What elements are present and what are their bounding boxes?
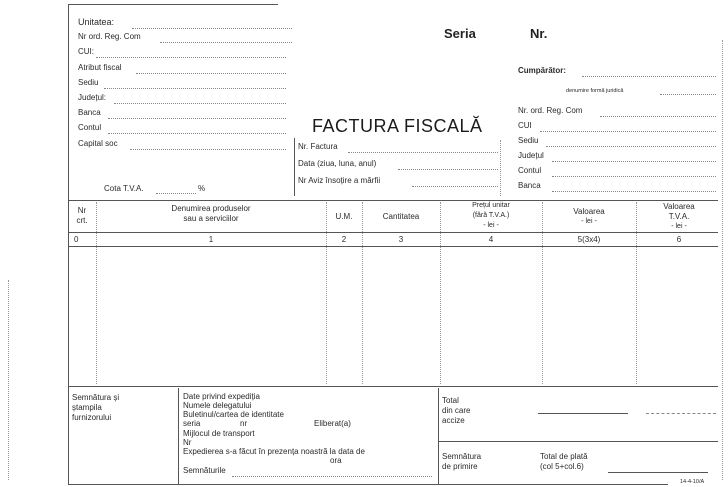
left-border-line	[68, 4, 69, 484]
idx-1: 1	[208, 235, 214, 244]
buyer-cumparator-label: Cumpărător:	[518, 66, 567, 75]
supplier-contul-label: Contul	[78, 123, 102, 132]
nr-aviz-dots	[412, 186, 498, 187]
supplier-banca-label: Banca	[78, 108, 101, 117]
supplier-atribut-label: Atribut fiscal	[78, 63, 122, 72]
idx-2: 2	[341, 235, 347, 244]
col-sep-4	[440, 202, 441, 384]
supplier-banca-dots	[108, 118, 286, 119]
nr-factura-dots	[348, 152, 498, 153]
supplier-cui-label: CUI:	[78, 47, 94, 56]
semn-furnizor-3: furnizorului	[72, 413, 112, 422]
din-care-label: din care	[442, 406, 471, 415]
buyer-judetul-dots	[552, 161, 716, 162]
table-bottom-line	[68, 386, 718, 387]
total-plata-line	[608, 472, 708, 473]
idx-4: 4	[488, 235, 494, 244]
idx-5: 5(3x4)	[577, 235, 601, 244]
supplier-judetul-label: Județul:	[78, 93, 107, 102]
accize-label: accize	[442, 416, 465, 425]
outer-left-dotted	[8, 280, 9, 480]
footer-mid-line	[438, 441, 718, 442]
nr-factura-label: Nr. Factura	[298, 142, 338, 151]
col-nr-1: Nr	[77, 206, 87, 215]
exp-buletin: Buletinul/cartea de identitate	[183, 410, 284, 419]
exp-semnaturile-dots	[232, 476, 432, 477]
supplier-atribut-dots	[136, 73, 286, 74]
col-sep-3	[362, 202, 363, 384]
col-pret-3: - lei -	[483, 222, 499, 229]
idx-6: 6	[676, 235, 682, 244]
table-index-bottom-line	[68, 246, 718, 247]
col-sep-1	[96, 202, 97, 384]
supplier-sediu-label: Sediu	[78, 78, 99, 87]
col-tva-2: T.V.A.	[668, 212, 690, 221]
buyer-sediu-dots	[546, 146, 716, 147]
total-label: Total	[442, 396, 459, 405]
invoice-details-right-dotted	[500, 140, 501, 196]
buyer-contul-dots	[552, 176, 716, 177]
data-dots	[398, 169, 498, 170]
exp-nr-transport: Nr	[183, 438, 192, 447]
exp-date: Date privind expediția	[183, 392, 260, 401]
col-valoarea-2: - lei -	[581, 218, 597, 225]
total-value-line	[538, 413, 628, 414]
exp-mijloc: Mijlocul de transport	[183, 429, 255, 438]
buyer-cui-dots	[540, 131, 716, 132]
buyer-contul-label: Contul	[518, 166, 542, 175]
buyer-banca-dots	[552, 191, 716, 192]
total-plata-1: Total de plată	[540, 452, 588, 461]
supplier-capital-label: Capital soc	[78, 139, 118, 148]
supplier-nrord-label: Nr ord. Reg. Com	[78, 32, 141, 41]
seria-label: Seria	[444, 26, 476, 41]
col-tva-1: Valoarea	[663, 202, 695, 211]
col-den-2: sau a serviciilor	[183, 214, 239, 223]
supplier-cota-label: Cota T.V.A.	[104, 184, 144, 193]
exp-eliberat: Eliberat(a)	[314, 419, 351, 428]
exp-seria: seria	[183, 419, 201, 428]
total-tva-dashed	[646, 413, 716, 414]
top-border-line	[68, 4, 278, 5]
footer-sep-2	[438, 388, 439, 484]
supplier-nrord-dots	[160, 42, 292, 43]
col-sep-2	[326, 202, 327, 384]
supplier-unitatea-label: Unitatea:	[78, 17, 115, 27]
supplier-unitatea-dots	[132, 28, 292, 29]
idx-3: 3	[398, 235, 404, 244]
footer-sep-1	[178, 388, 179, 484]
table-header-bottom-line	[68, 232, 718, 233]
data-label: Data (ziua, luna, anul)	[298, 159, 377, 168]
buyer-forma-dots	[660, 94, 716, 95]
invoice-title: FACTURA FISCALĂ	[312, 116, 483, 136]
form-code: 14-4-10/A	[680, 479, 705, 485]
col-um: U.M.	[335, 212, 353, 221]
col-sep-5	[542, 202, 543, 384]
semn-furnizor-1: Semnătura și	[72, 393, 120, 402]
col-den-1: Denumirea produselor	[171, 204, 251, 213]
semnatura-primire-1: Semnătura	[442, 452, 482, 461]
buyer-nrord-label: Nr. ord. Reg. Com	[518, 106, 583, 115]
exp-delegat: Numele delegatului	[183, 401, 252, 410]
supplier-sediu-dots	[104, 88, 286, 89]
buyer-sediu-label: Sediu	[518, 136, 539, 145]
col-cantitatea: Cantitatea	[382, 212, 420, 221]
buyer-judetul-label: Județul	[518, 151, 544, 160]
supplier-cota-dots	[156, 193, 196, 194]
exp-semnaturile: Semnăturile	[183, 466, 226, 475]
exp-ora: ora	[330, 456, 342, 465]
supplier-capital-dots	[130, 149, 286, 150]
supplier-cui-dots	[96, 57, 286, 58]
semn-furnizor-2: ștampila	[72, 403, 102, 412]
table-top-line	[68, 200, 718, 201]
supplier-judetul-dots	[114, 103, 286, 104]
buyer-forma-label: denumire formă juridică	[566, 88, 624, 94]
col-pret-2: (fără T.V.A.)	[472, 212, 510, 219]
supplier-contul-dots	[108, 133, 286, 134]
supplier-percent: %	[198, 184, 206, 193]
col-valoarea-1: Valoarea	[573, 207, 605, 216]
exp-prezenta: Expedierea s-a făcut în prezența noastră la data de	[183, 447, 365, 456]
col-nr-2: crt.	[76, 216, 88, 225]
col-pret-1: Prețul unitar	[472, 202, 510, 209]
total-plata-2: (col 5+col.6)	[540, 462, 584, 471]
idx-0: 0	[74, 235, 79, 244]
nr-label: Nr.	[530, 26, 548, 41]
buyer-cumparator-dots	[582, 76, 716, 77]
buyer-banca-label: Banca	[518, 181, 541, 190]
invoice-details-left-line	[294, 138, 295, 196]
buyer-nrord-dots	[600, 116, 716, 117]
nr-aviz-label: Nr Aviz însoțire a mărfii	[298, 176, 381, 185]
buyer-cui-label: CUI	[518, 121, 532, 130]
bottom-line	[68, 484, 668, 485]
semnatura-primire-2: de primire	[442, 462, 478, 471]
exp-nr: nr	[240, 419, 248, 428]
right-edge-dotted	[722, 40, 723, 480]
col-tva-3: - lei -	[671, 223, 687, 230]
